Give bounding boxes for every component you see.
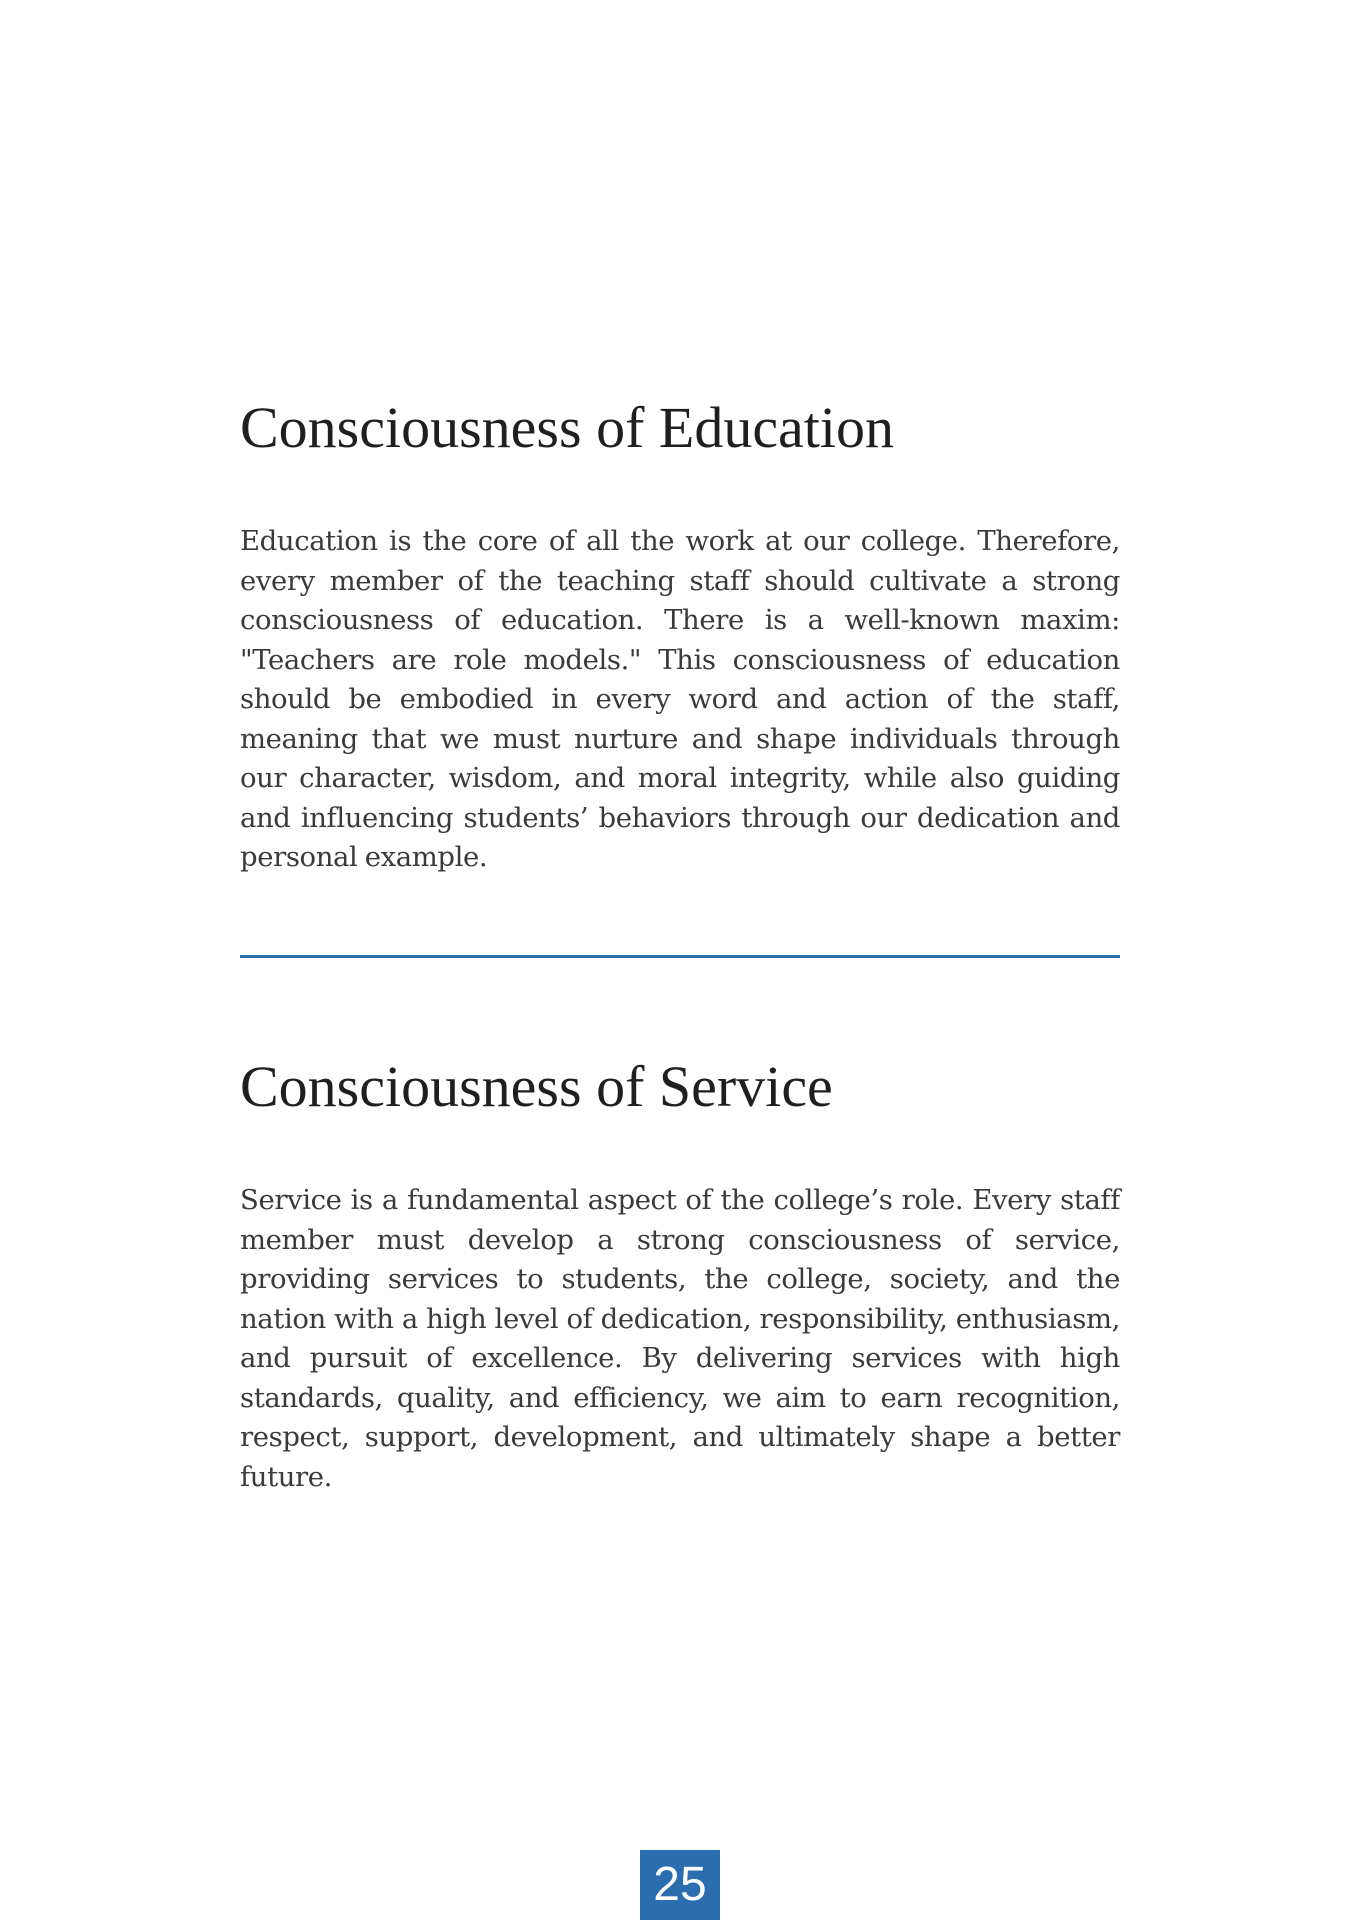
section-divider bbox=[240, 955, 1120, 958]
page-number: 25 bbox=[653, 1858, 707, 1911]
page-number-badge bbox=[640, 1850, 720, 1920]
section-body-service: Service is a fundamental aspect of the college’s role. Every staff member must develop a strong consciousness of service, providing services to students, the college, society, and the nation with a high level of dedication, responsibility, enthusiasm, and pursuit of excellence. By delivering services with high standards, quality, and efficiency, we aim to earn recognition, respect, support, development, and ultimately shape a better future. bbox=[240, 1184, 1120, 1493]
section-body-education: Education is the core of all the work at our college. Therefore, every member of the teaching staff should cultivate a strong consciousness of education. There is a well-known maxim: "Teachers are role models." This consciousness of education should be embodied in every word and action of the staff, meaning that we must nurture and shape individuals through our character, wisdom, and moral integrity, while also guiding and influencing students’ behaviors through our dedication and personal example. bbox=[240, 525, 1120, 873]
section-title-education: Consciousness of Education bbox=[240, 395, 895, 460]
section-title-service: Consciousness of Service bbox=[240, 1054, 833, 1119]
